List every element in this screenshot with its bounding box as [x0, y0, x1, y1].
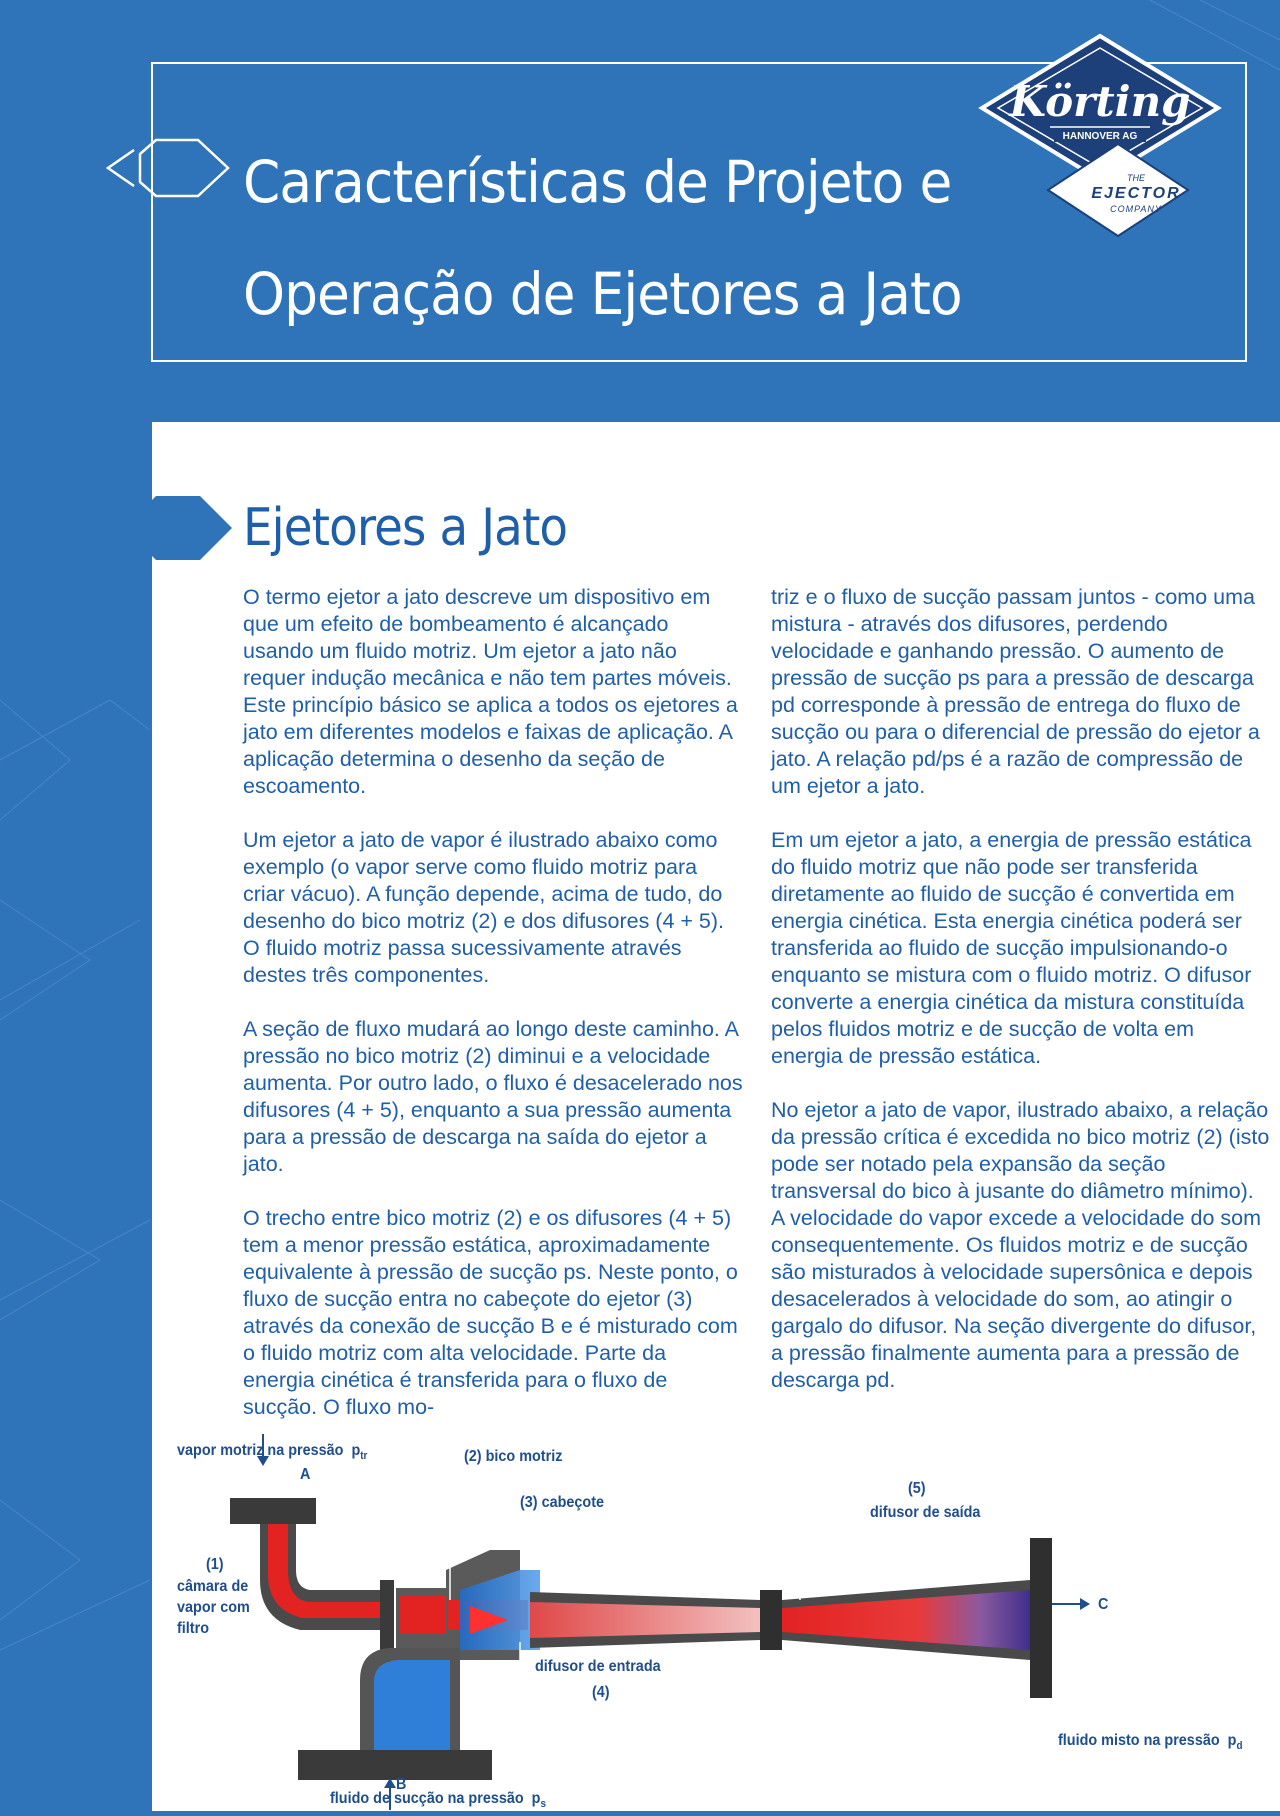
logo-brand: Körting	[1009, 77, 1191, 126]
label-motive-text: vapor motriz na pressão	[177, 1442, 344, 1459]
label-suction-text: fluido de sucção na pressão	[330, 1790, 524, 1807]
korting-logo	[970, 30, 1230, 250]
label-inlet-num: (4)	[592, 1684, 610, 1701]
label-suction-subscript: s	[540, 1798, 546, 1811]
label-suction-fluid	[330, 1788, 546, 1815]
section-arrow-icon	[100, 494, 240, 564]
label-a: A	[300, 1466, 311, 1483]
label-outlet-diffuser: difusor de saída	[870, 1504, 981, 1521]
section-title: Ejetores a Jato	[243, 498, 568, 558]
label-outlet-num: (5)	[908, 1480, 926, 1497]
label-mixed-text: fluido misto na pressão	[1058, 1732, 1220, 1749]
logo-the: THE	[1127, 173, 1145, 183]
paragraph: A seção de fluxo mudará ao longo deste caminho. A pressão no bico motriz (2) diminui e a velocidade aumenta. Por outro lado, o fluxo é desacelerado nos difusores (4 + 5), enquanto a sua pressão aumenta para a pressão de descarga na saída do ejetor a jato.	[243, 1017, 743, 1176]
label-c: C	[1098, 1596, 1109, 1613]
logo-company: COMPANY	[1110, 204, 1162, 214]
logo-sub: HANNOVER AG	[1062, 131, 1138, 142]
paragraph: Em um ejetor a jato, a energia de pressão estática do fluido motriz que não pode ser transferida diretamente ao fluido de sucção é convertida em energia cinética. Esta energia cinética poderá ser transferida ao fluido de sucção impulsionando-o enquanto se mistura com o fluido motriz. O difusor converte a energia cinética da mistura constituída pelos fluidos motriz e de sucção de volta em energia de pressão estática.	[771, 828, 1252, 1068]
label-motive-steam	[177, 1440, 367, 1467]
page-title-line-2: Operação de Ejetores a Jato	[243, 260, 962, 328]
label-mixed-fluid	[1058, 1730, 1243, 1757]
label-mixed-symbol: p	[1227, 1732, 1237, 1749]
page-title	[243, 126, 1034, 350]
label-chamber-line-2: vapor com	[177, 1599, 250, 1616]
label-inlet-diffuser: difusor de entrada	[535, 1658, 661, 1675]
page-title-line-1: Características de Projeto e	[243, 148, 952, 216]
paragraph: No ejetor a jato de vapor, ilustrado abaixo, a relação da pressão crítica é excedida no bico motriz (2) (isto pode ser notado pela expansão da seção transversal do bico à jusante do diâmetro mínimo). A velocidade do vapor excede a velocidade do som consequentemente. Os fluidos motriz e de sucção são misturados à velocidade supersônica e depois desacelerados à velocidade do som, ao atingir o gargalo do difusor. Na seção divergente do difusor, a pressão finalmente aumenta para a pressão de descarga pd.	[771, 1098, 1270, 1392]
text-column-right	[771, 584, 1271, 1421]
paragraph: O termo ejetor a jato descreve um dispositivo em que um efeito de bombeamento é alcançado usando um fluido motriz. Um ejetor a jato não requer indução mecânica e não tem partes móveis. Este princípio básico se aplica a todos os ejetores a jato em diferentes modelos e faixas de aplicação. A aplicação determina o desenho da seção de escoamento.	[243, 585, 738, 798]
label-nozzle: (2) bico motriz	[464, 1448, 563, 1465]
label-motive-subscript: tr	[360, 1450, 368, 1463]
ejector-diagram	[160, 1430, 1270, 1811]
label-motive-symbol: p	[351, 1442, 361, 1459]
paragraph: Um ejetor a jato de vapor é ilustrado abaixo como exemplo (o vapor serve como fluido motriz para criar vácuo). A função depende, acima de tudo, do desenho do bico motriz (2) e dos difusores (4 + 5). O fluido motriz passa sucessivamente através destes três componentes.	[243, 828, 725, 987]
label-chamber-num: (1)	[206, 1556, 224, 1573]
text-column-left	[243, 584, 743, 1448]
label-b: B	[396, 1776, 407, 1793]
label-chamber-line-3: filtro	[177, 1620, 209, 1637]
label-head: (3) cabeçote	[520, 1494, 605, 1511]
paragraph: O trecho entre bico motriz (2) e os difusores (4 + 5) tem a menor pressão estática, aproximadamente equivalente à pressão de sucção ps. Neste ponto, o fluxo de sucção entra no cabeçote do ejetor (3) através da conexão de sucção B e é misturado com o fluido motriz com alta velocidade. Parte da energia cinética é transferida para o fluxo de sucção. O fluxo mo-	[243, 1206, 738, 1419]
paragraph: triz e o fluxo de sucção passam juntos - como uma mistura - através dos difusores, perdendo velocidade e ganhando pressão. O aumento de pressão de sucção ps para a pressão de descarga pd corresponde à pressão de entrega do fluxo de sucção ou para o diferencial de pressão do ejetor a jato. A relação pd/ps é a razão de compressão de um ejetor a jato.	[771, 585, 1260, 798]
label-mixed-subscript: d	[1236, 1740, 1243, 1753]
logo-ejector: EJECTOR	[1091, 185, 1181, 202]
label-chamber-line-1: câmara de	[177, 1578, 249, 1595]
label-suction-symbol: p	[531, 1790, 541, 1807]
title-arrow-icon	[100, 130, 240, 205]
